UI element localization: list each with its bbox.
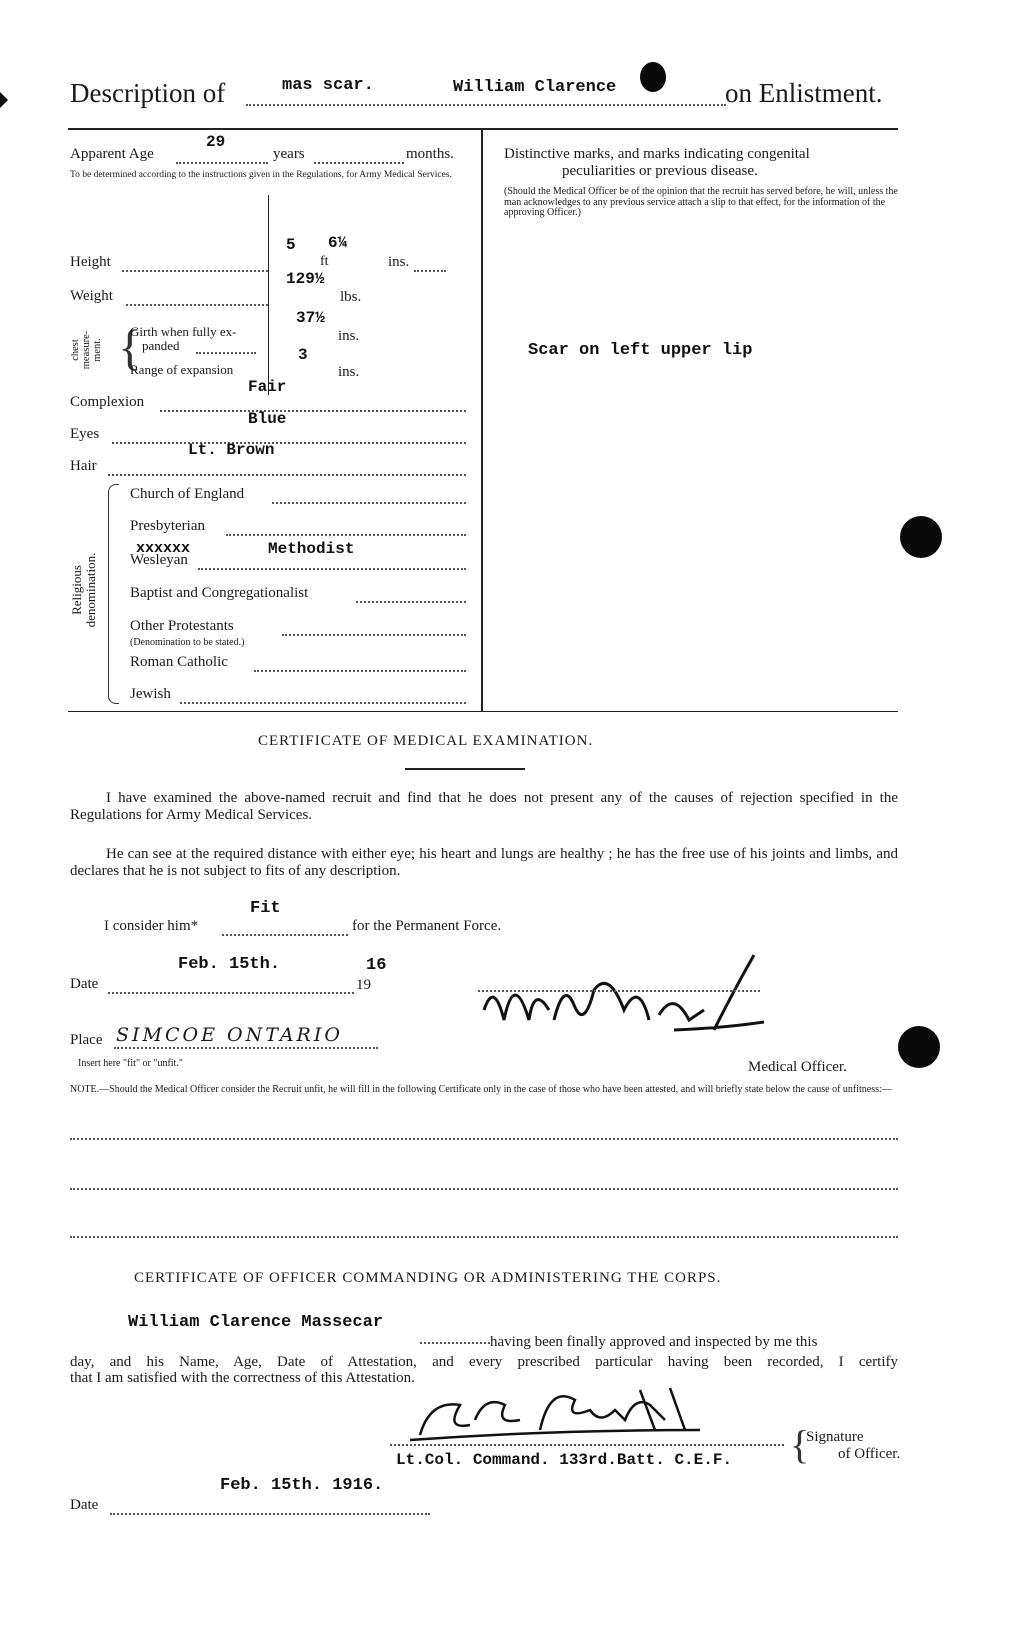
hair-label: Hair: [70, 458, 97, 474]
girth-label-1: Girth when fully ex-: [130, 324, 237, 339]
top-rule: [68, 128, 898, 130]
fit-line: [222, 934, 348, 936]
religion-baptist: Baptist and Congregationalist: [130, 585, 309, 601]
height-label: Height: [70, 254, 111, 270]
eyes-line: [112, 442, 466, 444]
religion-roman-catholic: Roman Catholic: [130, 654, 228, 670]
insert-note: Insert here "fit" or "unfit.": [78, 1058, 183, 1069]
place-value: SIMCOE ONTARIO: [116, 1024, 343, 1046]
medical-date-typed: Feb. 15th.: [178, 955, 281, 974]
girth-line: [196, 352, 256, 354]
baptist-line: [356, 601, 466, 603]
wesleyan-line: [198, 568, 466, 570]
medical-date-century: 19: [356, 977, 371, 993]
medical-date-year: 16: [366, 956, 387, 975]
range-label: Range of expansion: [130, 362, 234, 377]
girth-value: 37½: [296, 309, 325, 327]
years-label: years: [273, 146, 305, 162]
medical-note: NOTE.—Should the Medical Officer consider the Recruit unfit, he will fill in the following Certificate only in the case of those who have been attested, and will briefly state below the cause of unfitness:—: [70, 1084, 892, 1095]
weight-line: [126, 304, 268, 306]
religion-typed-methodist: Methodist: [268, 540, 355, 558]
eyes-value: Blue: [248, 410, 287, 428]
place-label: Place: [70, 1032, 103, 1048]
surname-typed: mas scar.: [282, 76, 374, 95]
apparent-age-label: Apparent Age: [70, 146, 154, 162]
other-line: [282, 634, 466, 636]
religion-other: Other Protestants: [130, 618, 234, 634]
form-title-prefix: Description of: [70, 78, 226, 108]
unfit-reason-line-3: [70, 1236, 898, 1238]
age-value: 29: [206, 133, 226, 151]
medical-officer-label: Medical Officer.: [748, 1059, 847, 1075]
height-line: [122, 270, 268, 272]
medical-paragraph-2: He can see at the required distance with either eye; his heart and lungs are healthy ; he has the free use of his joints and limbs, and declares that he is not subject to fits of any description.: [70, 846, 898, 879]
surname-line: [246, 104, 726, 106]
fit-value: Fit: [250, 899, 281, 918]
complexion-label: Complexion: [70, 394, 145, 410]
chest-label: chest measure-ment.: [70, 330, 103, 370]
punch-hole-upper: [900, 516, 942, 558]
girth-label-2: panded: [142, 338, 180, 353]
religion-wesleyan: Wesleyan: [130, 552, 188, 568]
unfit-reason-line-1: [70, 1138, 898, 1140]
consider-label: I consider him*: [104, 918, 199, 934]
co-line-3: that I am satisfied with the correctness of this Attestation.: [70, 1370, 415, 1386]
distinctive-mark-typed: Scar on left upper lip: [528, 341, 753, 360]
medical-paragraph-1: I have examined the above-named recruit and find that he does not present any of the causes of rejection specified in the Regulations for Army Medical Services.: [70, 790, 898, 823]
wesleyan-strikeout: xxxxxx: [136, 540, 191, 557]
co-line-2: day, and his Name, Age, Date of Attestation, and every prescribed particular having been recorded, I certify: [70, 1354, 898, 1370]
medical-title-underline: [405, 768, 525, 770]
co-certificate-title: CERTIFICATE OF OFFICER COMMANDING OR ADMINISTERING THE CORPS.: [134, 1270, 722, 1286]
weight-label: Weight: [70, 288, 113, 304]
co-signature-line: [390, 1444, 784, 1446]
religion-other-note: (Denomination to be stated.): [130, 637, 245, 648]
marks-note: (Should the Medical Officer be of the opinion that the recruit has served before, he will, unless the man acknowledges to any previous service attach a slip to that effect, for the information of the approving Officer.): [504, 186, 898, 218]
co-name-line: [420, 1342, 490, 1344]
marks-heading-1: Distinctive marks, and marks indicating congenital: [504, 146, 810, 162]
jewish-line: [180, 702, 466, 704]
eyes-label: Eyes: [70, 426, 100, 442]
ins-label: ins.: [388, 254, 410, 270]
ft-label: ft: [320, 254, 329, 269]
weight-value: 129½: [286, 270, 325, 288]
chest-brace: {: [118, 319, 142, 375]
medical-officer-line: [478, 990, 760, 992]
center-divider: [481, 130, 483, 712]
complexion-value: Fair: [248, 378, 287, 396]
ink-blot: [640, 62, 666, 92]
hair-line: [108, 474, 466, 476]
co-date-typed: Feb. 15th. 1916.: [220, 1476, 384, 1495]
co-signature-label-2: of Officer.: [838, 1446, 901, 1462]
presbyterian-line: [226, 534, 466, 536]
co-date-line: [110, 1513, 430, 1515]
range-value: 3: [298, 346, 308, 364]
months-label: months.: [406, 146, 454, 162]
co-line-1: having been finally approved and inspected by me this: [490, 1334, 818, 1350]
place-line: [114, 1047, 378, 1049]
margin-mark: [0, 92, 8, 108]
lbs-label: lbs.: [340, 289, 362, 305]
height-ft-value: 5: [286, 236, 296, 254]
co-signature-brace: {: [790, 1422, 810, 1467]
unfit-reason-line-2: [70, 1188, 898, 1190]
permanent-force-label: for the Permanent Force.: [352, 918, 502, 934]
age-months-line: [314, 162, 404, 164]
co-signature: [400, 1380, 720, 1450]
medical-date-line: [108, 992, 354, 994]
bottom-rule: [68, 711, 898, 712]
height-in-value: 6¼: [328, 234, 348, 252]
girth-ins-label: ins.: [338, 328, 360, 344]
religion-church-of-england: Church of England: [130, 486, 245, 502]
co-date-label: Date: [70, 1497, 99, 1513]
range-ins-label: ins.: [338, 364, 360, 380]
form-title-suffix: on Enlistment.: [725, 78, 883, 108]
complexion-line: [160, 410, 466, 412]
medical-certificate-title: CERTIFICATE OF MEDICAL EXAMINATION.: [258, 733, 594, 749]
measure-column-divider: [268, 195, 269, 395]
height-ins-line: [414, 270, 446, 272]
given-names-typed: William Clarence: [453, 78, 617, 97]
religion-jewish: Jewish: [130, 686, 171, 702]
co-signature-label-1: Signature: [806, 1429, 864, 1445]
religion-presbyterian: Presbyterian: [130, 518, 205, 534]
medical-officer-signature: [474, 950, 774, 1060]
religion-brace: [108, 484, 119, 704]
punch-hole-lower: [898, 1026, 940, 1068]
marks-heading-2: peculiarities or previous disease.: [562, 163, 758, 179]
hair-value: Lt. Brown: [188, 441, 275, 459]
church-of-england-line: [272, 502, 466, 504]
co-rank-typed: Lt.Col. Command. 133rd.Batt. C.E.F.: [396, 1451, 733, 1469]
age-note: To be determined according to the instructions given in the Regulations, for Army Medical Services.: [70, 170, 452, 180]
roman-catholic-line: [254, 670, 466, 672]
co-recruit-name-typed: William Clarence Massecar: [128, 1313, 384, 1332]
medical-date-label: Date: [70, 976, 99, 992]
age-years-line: [176, 162, 268, 164]
religion-heading: Religious denomination.: [69, 552, 98, 628]
